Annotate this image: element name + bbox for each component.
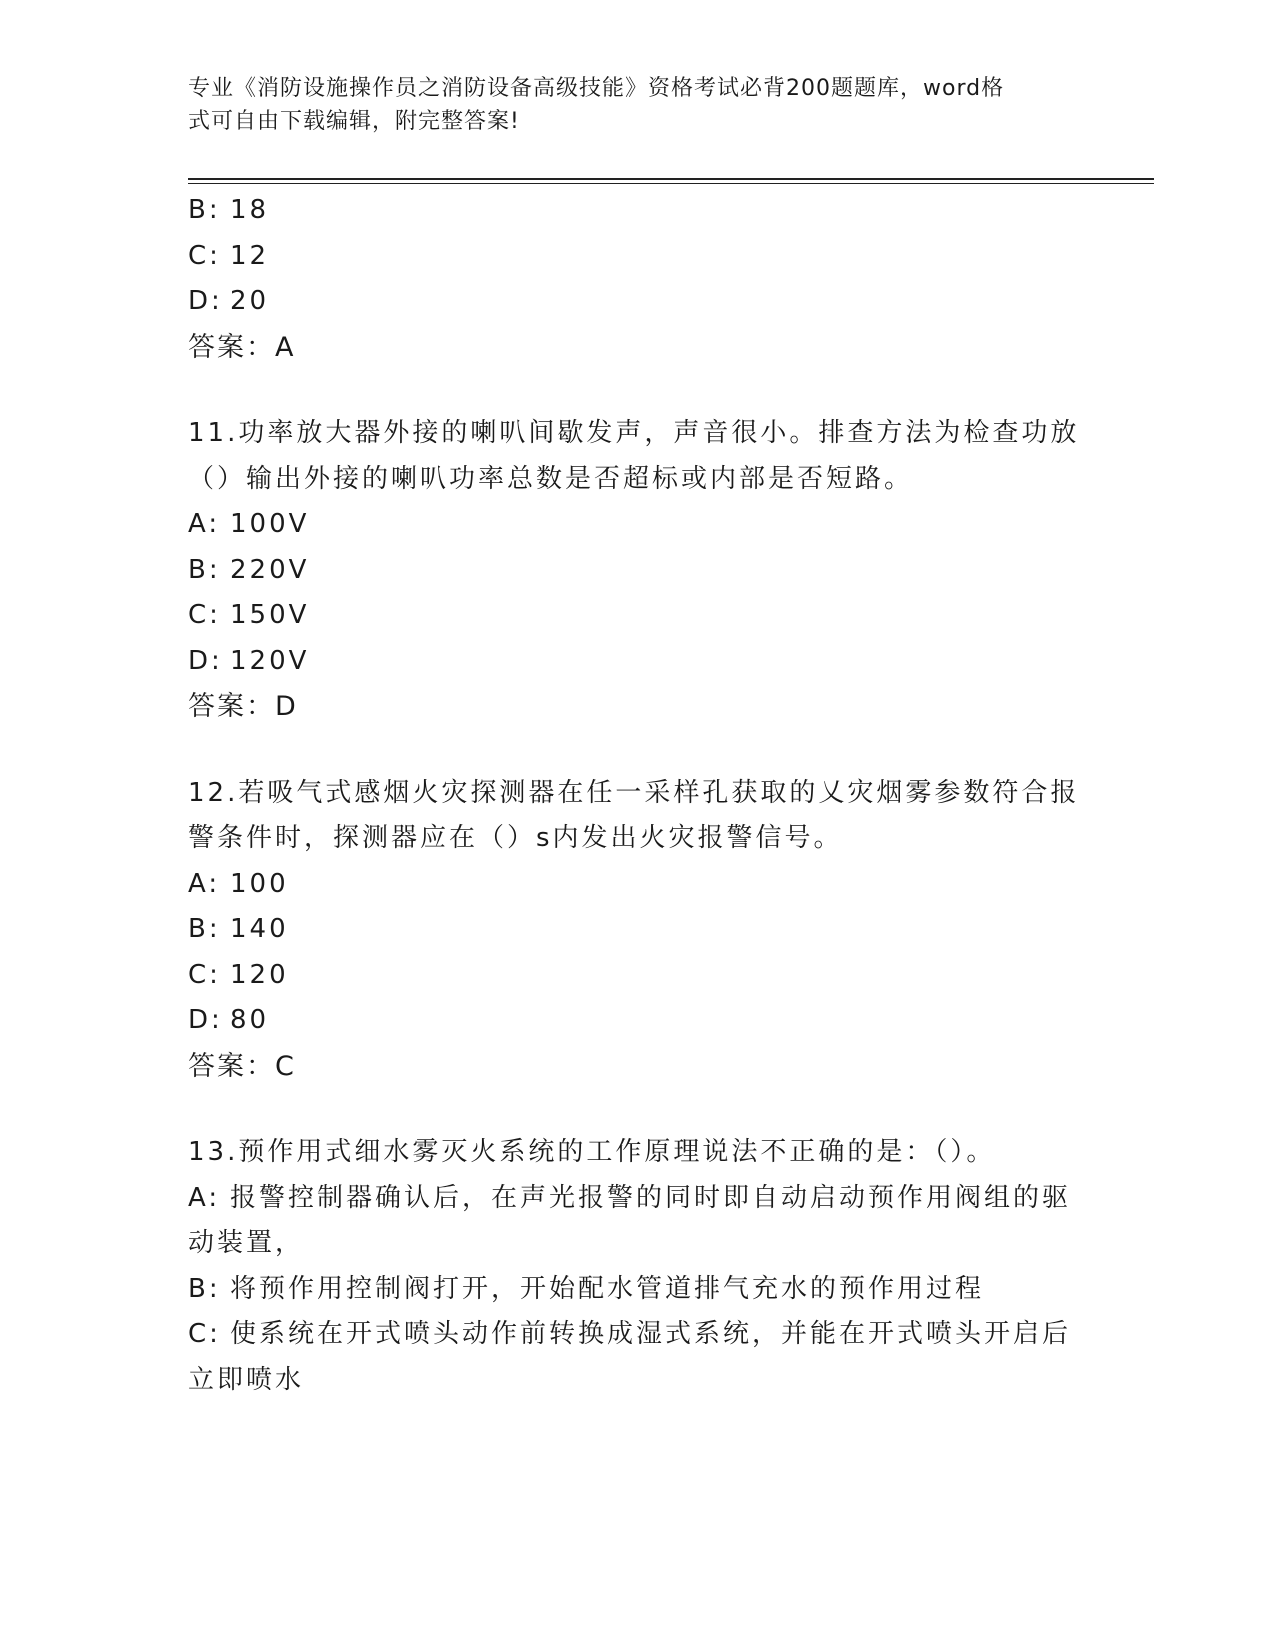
answer-line: 答案：C: [188, 1050, 296, 1082]
answer-line: 答案：D: [188, 691, 298, 722]
prev-question: [188, 188, 1088, 370]
option-c-continued: 立即喷水: [188, 1364, 305, 1395]
option-a: A: 100: [188, 868, 289, 899]
option-c: C: 120: [188, 959, 289, 990]
question-list: [188, 188, 1088, 1403]
question-stem-line: 11.功率放大器外接的喇叭间歇发声，声音很小。排查方法为检查功放: [188, 418, 1080, 448]
option-b: B: 220V: [188, 554, 310, 585]
answer-line: 答案：A: [188, 331, 296, 363]
option-b: B: 140: [188, 914, 289, 944]
question-11: [188, 411, 1088, 730]
option-d: D: 20: [188, 286, 270, 316]
option-a: A: 100V: [188, 509, 310, 539]
question-13: [188, 1130, 1088, 1403]
header-divider: [188, 178, 1154, 180]
option-b: B: 将预作用控制阀打开，开始配水管道排气充水的预作用过程: [188, 1273, 985, 1304]
header-line-1: 专业《消防设施操作员之消防设备高级技能》资格考试必背200题题库，word格: [188, 76, 1005, 101]
header-line-2: 式可自由下载编辑，附完整答案!: [188, 109, 520, 134]
option-b: B: 18: [188, 195, 270, 225]
header-divider-secondary: [188, 183, 1154, 184]
question-stem-line: 13.预作用式细水雾灭火系统的工作原理说法不正确的是：（）。: [188, 1137, 996, 1167]
question-stem-line: 警条件时，探测器应在（）s内发出火灾报警信号。: [188, 823, 843, 853]
option-a: A: 报警控制器确认后，在声光报警的同时即自动启动预作用阀组的驱: [188, 1182, 1072, 1213]
question-stem-line: （）输出外接的喇叭功率总数是否超标或内部是否短路。: [188, 463, 914, 494]
option-c: C: 12: [188, 240, 270, 271]
document-header: [188, 72, 1068, 138]
question-12: [188, 771, 1088, 1090]
option-c: C: 150V: [188, 600, 310, 630]
option-a-continued: 动装置，: [188, 1228, 305, 1258]
option-d: D: 120V: [188, 645, 310, 676]
question-stem-line: 12.若吸气式感烟火灾探测器在任一采样孔获取的乂灾烟雾参数符合报: [188, 777, 1080, 808]
option-c: C: 使系统在开式喷头动作前转换成湿式系统，并能在开式喷头开启后: [188, 1319, 1072, 1349]
option-d: D: 80: [188, 1005, 270, 1035]
